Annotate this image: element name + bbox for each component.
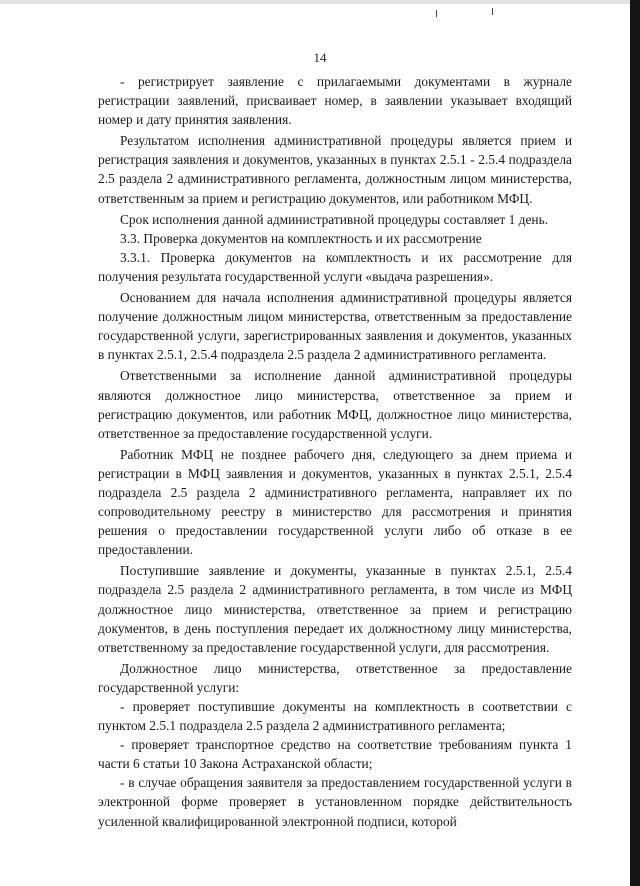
- paragraph-responsible-persons: Ответственными за исполнение данной административной процедуры являются должностное лицо министерства, ответственное за прием и регистрацию документов, или работник МФЦ, должностное лицо министерства, ответственное за предоставление государственной услуги.: [98, 368, 572, 441]
- section-heading-3-3: 3.3. Проверка документов на комплектность и их рассмотрение: [120, 230, 482, 246]
- page-number: 14: [313, 50, 327, 65]
- paragraph-procedure-result: Результатом исполнения административной процедуры является прием и регистрация заявления и документов, указанных в пунктах 2.5.1 - 2.5.4 подраздела 2.5 раздела 2 административного регламента, должностным лицом министерства, ответственным за прием и регистрацию документов, или работником МФЦ.: [98, 133, 572, 206]
- paragraph-mfc-worker: Работник МФЦ не позднее рабочего дня, следующего за днем приема и регистрации в МФЦ заявления и документов, указанных в пунктах 2.5.1, 2.5.4 подраздела 2.5 раздела 2 административного регламента, направляет их по сопроводительному реестру в министерство для рассмотрения и принятия решения о предоставлении государственной услуги либо об отказе в ее предоставлении.: [98, 446, 572, 558]
- scan-speck: [436, 10, 437, 17]
- scan-top-edge: [0, 0, 630, 4]
- scan-right-edge: [630, 0, 640, 886]
- list-item-check-signature: - в случае обращения заявителя за предоставлением государственной услуги в электронной форме проверяет в установленном порядке действительность усиленной квалифицированной электронной подписи, которой: [98, 775, 572, 829]
- list-item-check-vehicle: - проверяет транспортное средство на соответствие требованиям пункта 1 части 6 статьи 10 Закона Астраханской области;: [98, 737, 572, 772]
- paragraph-register-application: - регистрирует заявление с прилагаемыми документами в журнале регистрации заявлений, присваивает номер, в заявлении указывает входящий номер и дату принятия заявления.: [98, 74, 572, 128]
- paragraph-basis-for-start: Основанием для начала исполнения административной процедуры является получение должностным лицом министерства, ответственным за предоставление государственной услуги, зарегистрированных заявления и документов, указанных в пунктах 2.5.1, 2.5.4 подраздела 2.5 раздела 2 административного регламента.: [98, 290, 572, 363]
- paragraph-official-duties: Должностное лицо министерства, ответственное за предоставление государственной услуги:: [98, 660, 572, 695]
- document-body: [98, 72, 572, 831]
- list-item-check-completeness: - проверяет поступившие документы на комплектность в соответствии с пунктом 2.5.1 подраздела 2.5 раздела 2 административного регламента;: [98, 699, 572, 734]
- paragraph-received-documents: Поступившие заявление и документы, указанные в пунктах 2.5.1, 2.5.4 подраздела 2.5 раздела 2 административного регламента, в том числе из МФЦ должностное лицо министерства, ответственное за прием и регистрацию документов, в день поступления передает их должностному лицу министерства, ответственному за предоставление государственной услуги, для рассмотрения.: [98, 563, 572, 655]
- scan-speck: [492, 8, 493, 15]
- subsection-heading-3-3-1: 3.3.1. Проверка документов на комплектность и их рассмотрение для получения результата государственной услуги «выдача разрешения».: [98, 249, 572, 284]
- paragraph-execution-term: Срок исполнения данной административной процедуры составляет 1 день.: [120, 211, 549, 227]
